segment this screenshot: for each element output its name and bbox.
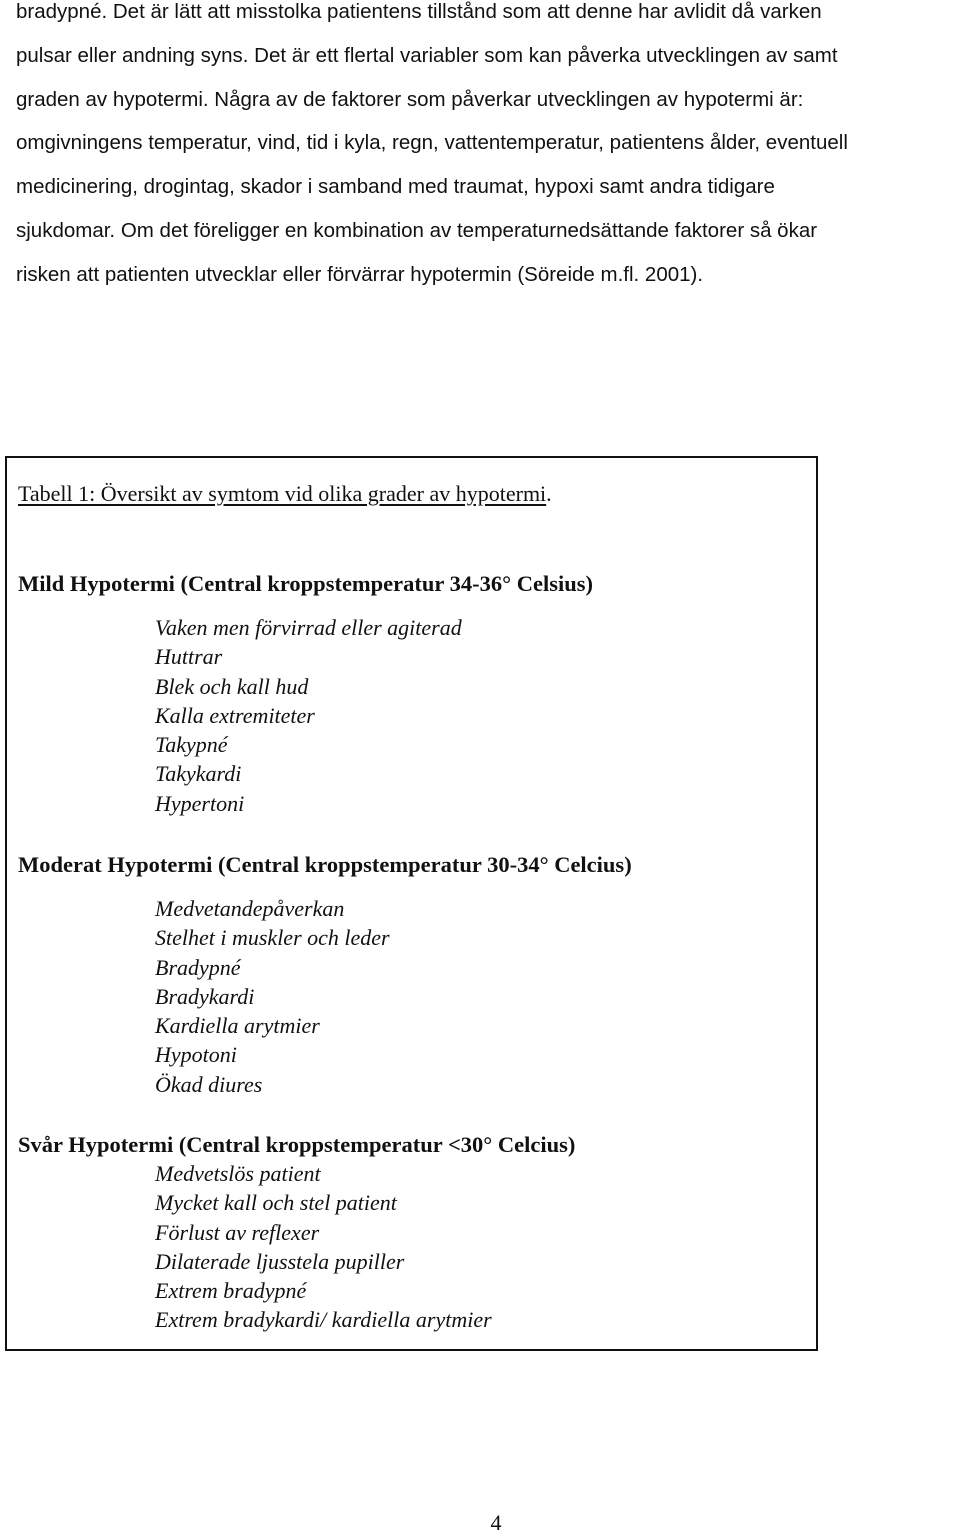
paragraph-line: bradypné. Det är lätt att misstolka patientens tillstånd som att denne har avlidit då varken <box>16 0 822 23</box>
list-item: Takypné <box>155 732 228 758</box>
list-item: Dilaterade ljusstela pupiller <box>155 1248 405 1274</box>
list-item: Blek och kall hud <box>155 673 309 699</box>
symptom-list-svar <box>155 1159 492 1335</box>
paragraph-line: graden av hypotermi. Några av de faktorer som påverkar utvecklingen av hypotermi är: <box>16 88 804 111</box>
list-item: Kardiella arytmier <box>155 1013 320 1039</box>
list-item: Stelhet i muskler och leder <box>155 925 390 951</box>
list-item: Mycket kall och stel patient <box>155 1190 397 1216</box>
page-number: 4 <box>490 1510 502 1535</box>
table-caption-text: Tabell 1: Översikt av symtom vid olika grader av hypotermi <box>18 481 547 506</box>
list-item: Hypertoni <box>155 790 245 816</box>
list-item: Takykardi <box>155 761 242 787</box>
paragraph-line: pulsar eller andning syns. Det är ett flertal variabler som kan påverka utvecklingen av samt <box>16 44 838 67</box>
list-item: Vaken men förvirrad eller agiterad <box>155 615 462 640</box>
section-heading-moderat: Moderat Hypotermi (Central kroppstemperatur 30-34° Celcius) <box>18 852 632 877</box>
paragraph-line: risken att patienten utvecklar eller förvärrar hypotermin (Söreide m.fl. 2001). <box>16 263 704 286</box>
list-item: Bradypné <box>155 954 241 980</box>
list-item: Huttrar <box>155 644 223 670</box>
section-heading-svar: Svår Hypotermi (Central kroppstemperatur <30° Celcius) <box>18 1132 576 1157</box>
table-caption <box>18 478 552 510</box>
list-item: Medvetandepåverkan <box>155 896 345 921</box>
list-item: Extrem bradykardi/ kardiella arytmier <box>155 1307 492 1333</box>
symptom-list-moderat <box>155 894 390 1099</box>
list-item: Extrem bradypné <box>155 1278 307 1304</box>
symptom-table <box>5 456 818 1351</box>
list-item: Ökad diures <box>155 1071 263 1097</box>
paragraph-line: medicinering, drogintag, skador i samband med traumat, hypoxi samt andra tidigare <box>16 175 775 198</box>
list-item: Hypotoni <box>155 1042 237 1068</box>
list-item: Förlust av reflexer <box>155 1219 320 1245</box>
list-item: Kalla extremiteter <box>155 702 315 728</box>
list-item: Medvetslös patient <box>155 1161 321 1186</box>
table-caption-period: . <box>546 481 552 506</box>
section-heading-mild: Mild Hypotermi (Central kroppstemperatur 34-36° Celsius) <box>18 571 593 596</box>
symptom-list-mild <box>155 613 462 818</box>
paragraph-line: sjukdomar. Om det föreligger en kombination av temperaturnedsättande faktorer så ökar <box>16 219 818 242</box>
paragraph-line: omgivningens temperatur, vind, tid i kyla, regn, vattentemperatur, patientens ålder, eventuell <box>16 131 848 154</box>
list-item: Bradykardi <box>155 983 255 1009</box>
